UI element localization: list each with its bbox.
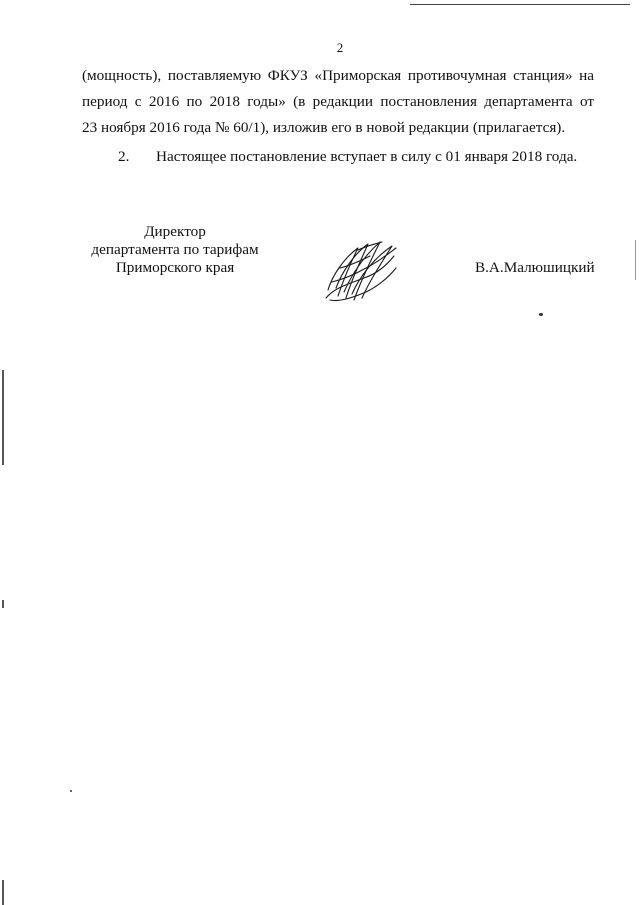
scan-artifact-right [635,240,636,280]
scan-artifact-top [410,4,630,5]
scan-artifact-left [2,880,4,905]
item-text: Настоящее постановление вступает в силу с 01 января 2018 года. [156,148,578,165]
signatory-title-line: Директор [144,223,206,240]
signer-name: В.А.Малюшицкий [475,259,595,276]
text-line: период с 2016 по 2018 годы» (в редакции постановления департамента от [82,93,594,110]
scan-artifact-left [2,370,4,465]
handwritten-signature-icon [322,238,400,306]
signatory-title [70,223,280,277]
scan-artifact-left [2,600,4,608]
numbered-item [118,144,577,170]
text-line: 23 ноября 2016 года № 60/1), изложив его в новой редакции (прилагается). [82,119,566,136]
text-line: (мощность), поставляемую ФКУЗ «Приморская противочумная станция» на [82,67,594,84]
scan-speck [539,313,543,316]
signatory-title-line: департамента по тарифам [91,241,259,258]
signatory-title-line: Приморского края [115,259,235,276]
scan-speck [70,790,72,792]
paragraph-continuation [82,63,594,141]
item-number: 2. [118,148,130,165]
page-number: 2 [336,40,344,55]
